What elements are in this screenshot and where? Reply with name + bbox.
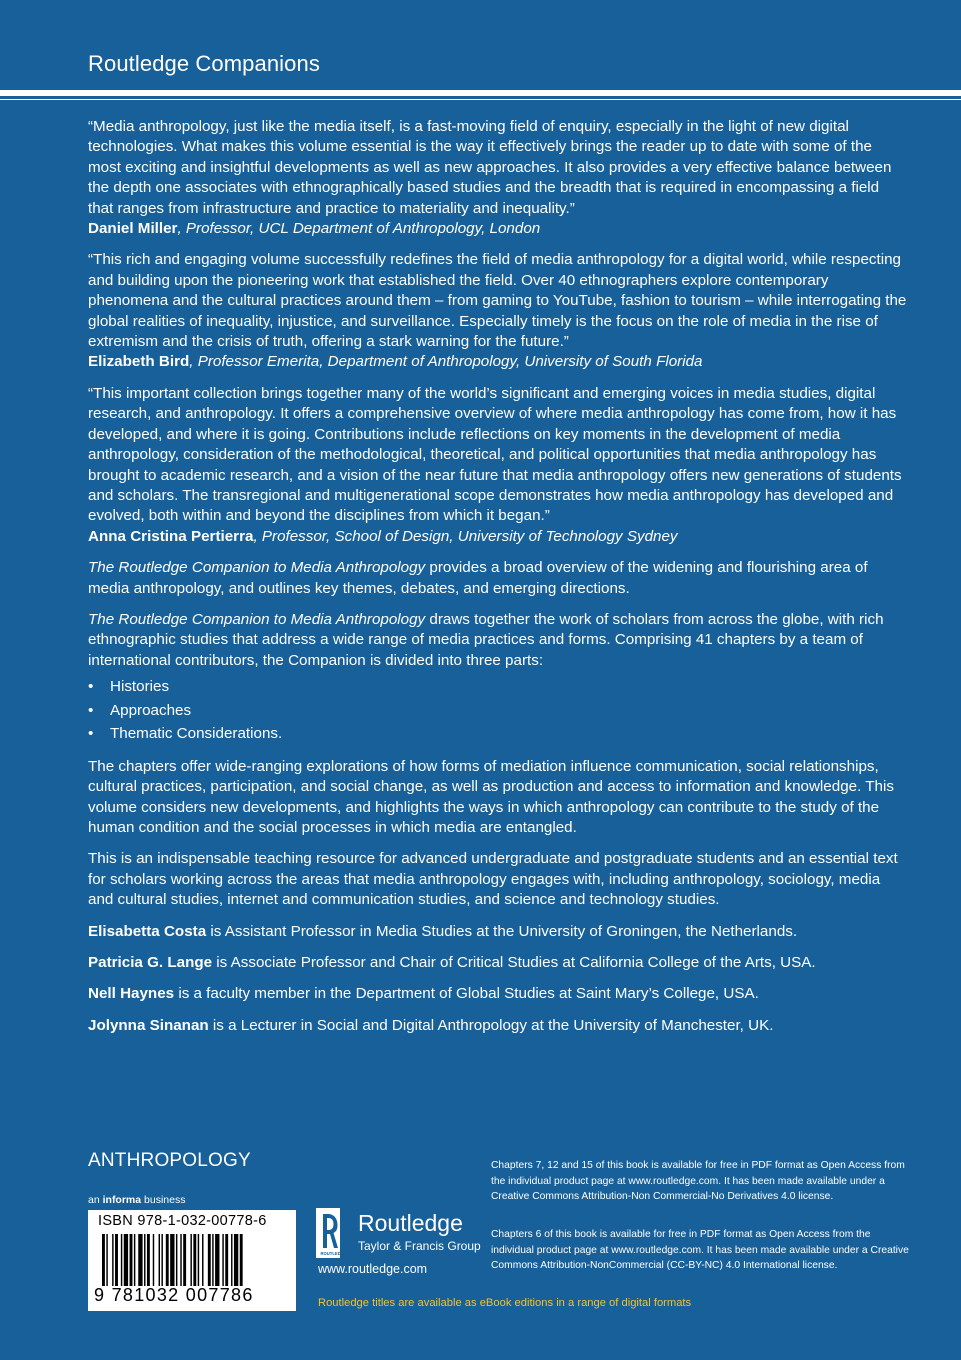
barcode-bar bbox=[183, 1234, 186, 1286]
barcode-bar bbox=[225, 1234, 228, 1286]
barcode-bar bbox=[138, 1234, 142, 1286]
list-item bbox=[88, 724, 908, 744]
quote-text: “This important collection brings together many of the world’s significant and emerging voices in media studies, digital research, and anthropology. It offers a comprehensive overview of where media anthropology has come from, how it has developed, and where it is going. Contributions include reflections on key moments in the development of media anthropology, consideration of the methodological, theoretical, and political opportunities that media anthropology has brought to academic research, and a vision of the near future that media anthropology offers new generations of students and scholars. The transregional and multigenerational scope demonstrates how media anthropology has developed and evolved, both within and beyond the disciplines from which it began.” bbox=[88, 384, 902, 525]
publisher-name: Routledge bbox=[358, 1210, 463, 1236]
bullet-icon: • bbox=[88, 725, 94, 743]
quote-author: Elizabeth Bird bbox=[88, 353, 190, 371]
editor-bio-text: is Associate Professor and Chair of Critical Studies at California College of the Arts, USA. bbox=[212, 954, 816, 971]
publisher-url[interactable]: www.routledge.com bbox=[318, 1262, 428, 1276]
editor-bio bbox=[88, 922, 908, 942]
quote-author-role: , Professor Emerita, Department of Anthropology, University of South Florida bbox=[189, 353, 703, 371]
book-title: The Routledge Companion to Media Anthropology bbox=[88, 610, 426, 628]
barcode-bar bbox=[176, 1234, 177, 1286]
subject-category: ANTHROPOLOGY bbox=[88, 1150, 251, 1171]
part-label: Histories bbox=[110, 678, 170, 696]
barcode-bar bbox=[115, 1234, 118, 1286]
barcode-bar bbox=[215, 1234, 219, 1286]
parts-list bbox=[88, 677, 908, 745]
isbn-label: ISBN 978-1-032-00778-6 bbox=[98, 1213, 267, 1229]
barcode-bar bbox=[202, 1234, 203, 1286]
editor-name: Elisabetta Costa bbox=[88, 922, 207, 940]
barcode-bar bbox=[198, 1234, 199, 1286]
barcode-bar bbox=[153, 1234, 154, 1286]
publisher-group: Taylor & Francis Group bbox=[358, 1239, 481, 1253]
routledge-logo-icon bbox=[316, 1208, 347, 1258]
editor-bio bbox=[88, 953, 908, 973]
barcode-bar bbox=[193, 1234, 196, 1286]
informa-brand: informa bbox=[102, 1194, 142, 1206]
isbn-barcode bbox=[88, 1210, 296, 1311]
barcode-bar bbox=[130, 1234, 133, 1286]
logo-vertical-text: ROUTLEDGE bbox=[320, 1251, 347, 1256]
barcode-bar bbox=[134, 1234, 135, 1286]
barcode-bar bbox=[190, 1234, 191, 1286]
editor-name: Jolynna Sinanan bbox=[88, 1016, 209, 1034]
quote-author-role: , Professor, School of Design, University of Technology Sydney bbox=[253, 527, 678, 545]
editor-bio-text: is Assistant Professor in Media Studies at the University of Groningen, the Netherlands. bbox=[206, 922, 798, 940]
list-item bbox=[88, 701, 908, 721]
barcode-bar bbox=[124, 1234, 128, 1286]
editor-name: Patricia G. Lange bbox=[88, 954, 213, 971]
barcode-bars bbox=[102, 1234, 288, 1286]
editor-bio-text: is a faculty member in the Department of Global Studies at Saint Mary’s College, USA. bbox=[174, 985, 759, 1003]
part-label: Approaches bbox=[110, 701, 192, 719]
ebook-note: Routledge titles are available as eBook editions in a range of digital formats bbox=[318, 1297, 692, 1309]
barcode-bar bbox=[147, 1234, 150, 1286]
description-text: provides a broad overview of the widening and flourishing area of media anthropology, and outlines key themes, debates, and emerging directions. bbox=[88, 559, 868, 597]
barcode-bar bbox=[166, 1234, 169, 1286]
bullet-icon: • bbox=[88, 678, 94, 696]
description-text: draws together the work of scholars from across the globe, with rich ethnographic studies that address a wide range of media practices and forms. Comprising 41 chapters by a team of international contributors, the Companion is divided into three parts: bbox=[88, 610, 884, 669]
quote-author: Anna Cristina Pertierra bbox=[88, 527, 254, 545]
description-paragraph-4: This is an indispensable teaching resource for advanced undergraduate and postgraduate students and an essential text for scholars working across the areas that media anthropology engages with, including anthropology, sociology, media and cultural studies, internet and communication studies, and science and technology studies. bbox=[88, 850, 898, 909]
informa-prefix: an bbox=[88, 1194, 103, 1206]
barcode-bar bbox=[208, 1234, 211, 1286]
list-item bbox=[88, 677, 908, 697]
barcode-bar bbox=[112, 1234, 113, 1286]
barcode-bar bbox=[231, 1234, 232, 1286]
quote-author-role: , Professor, UCL Department of Anthropology, London bbox=[177, 220, 541, 238]
quote-text: “This rich and engaging volume successfully redefines the field of media anthropology for a digital world, while respecting and building upon the pioneering work that established the field. Over 40 ethnographers explore contemporary phenomena and the cultural practices around them – from gaming to YouTube, fashion to tourism – while interrogating the global realities of inequality, injustice, and surveillance. Especially timely is the focus on the role of media in the rise of extremism and the crisis of truth, offering a stark warning for the future.” bbox=[88, 251, 907, 351]
editor-bio-text: is a Lecturer in Social and Digital Anthropology at the University of Manchester, UK. bbox=[208, 1016, 774, 1034]
editor-name: Nell Haynes bbox=[88, 985, 175, 1003]
bullet-icon: • bbox=[88, 701, 94, 719]
quote-pertierra bbox=[88, 384, 908, 547]
series-title: Routledge Companions bbox=[88, 51, 320, 76]
quote-text: “Media anthropology, just like the media itself, is a fast-moving field of enquiry, especially in the light of new digital technologies. What makes this volume essential is the way it effectively brings the reader up to date with some of the most exciting and insightful developments as well as new approaches. It also provides a very effective balance between the depth one associates with ethnographically based studies and the breadth that is required in encompassing a field that ranges from infrastructure and practice to materiality and inequality.” bbox=[88, 118, 892, 217]
barcode-digits: 9 781032 007786 bbox=[94, 1285, 254, 1305]
informa-business-tag bbox=[88, 1194, 185, 1206]
book-title: The Routledge Companion to Media Anthropology bbox=[88, 559, 426, 577]
barcode-bar bbox=[102, 1234, 105, 1286]
open-access-notice-2: Chapters 6 of this book is available for free in PDF format as Open Access from the individual product page at www.routledge.com. It has been made available under a Creative Commons Attribution-NonCommercial (CC-BY-NC) 4.0 International license. bbox=[491, 1229, 909, 1272]
informa-suffix: business bbox=[141, 1194, 186, 1206]
description-paragraph-3: The chapters offer wide-ranging explorations of how forms of mediation influence communication, social relationships, cultural practices, participation, and social change, as well as production and access to information and knowledge. This volume considers new developments, and highlights the ways in which anthropology can contribute to the study of the human condition and the social processes in which media are entangled. bbox=[88, 757, 894, 836]
part-label: Thematic Considerations. bbox=[110, 725, 283, 743]
quote-bird bbox=[88, 250, 908, 372]
barcode-bar bbox=[222, 1234, 223, 1286]
description-paragraph-1 bbox=[88, 558, 908, 599]
barcode-bar bbox=[159, 1234, 160, 1286]
barcode-bar bbox=[240, 1234, 243, 1286]
barcode-bar bbox=[212, 1234, 213, 1286]
header-rule-thin bbox=[0, 99, 961, 100]
editor-bio bbox=[88, 984, 908, 1004]
header-rule bbox=[0, 90, 961, 96]
barcode-bar bbox=[161, 1234, 162, 1286]
back-cover-text bbox=[88, 117, 908, 1047]
description-paragraph-2 bbox=[88, 610, 908, 671]
barcode-bar bbox=[144, 1234, 145, 1286]
barcode-bar bbox=[170, 1234, 174, 1286]
barcode-bar bbox=[106, 1234, 107, 1286]
open-access-notice-1: Chapters 7, 12 and 15 of this book is available for free in PDF format as Open Access from the individual product page at www.routledge.com. It has been made available under a Creative Commons Attribution-Non Commercial-No Derivatives 4.0 license. bbox=[491, 1160, 905, 1203]
barcode-bar bbox=[121, 1234, 122, 1286]
quote-author: Daniel Miller bbox=[88, 220, 178, 238]
barcode-bar bbox=[234, 1234, 238, 1286]
quote-miller bbox=[88, 117, 908, 239]
barcode-bar bbox=[180, 1234, 181, 1286]
editor-bio bbox=[88, 1016, 908, 1036]
